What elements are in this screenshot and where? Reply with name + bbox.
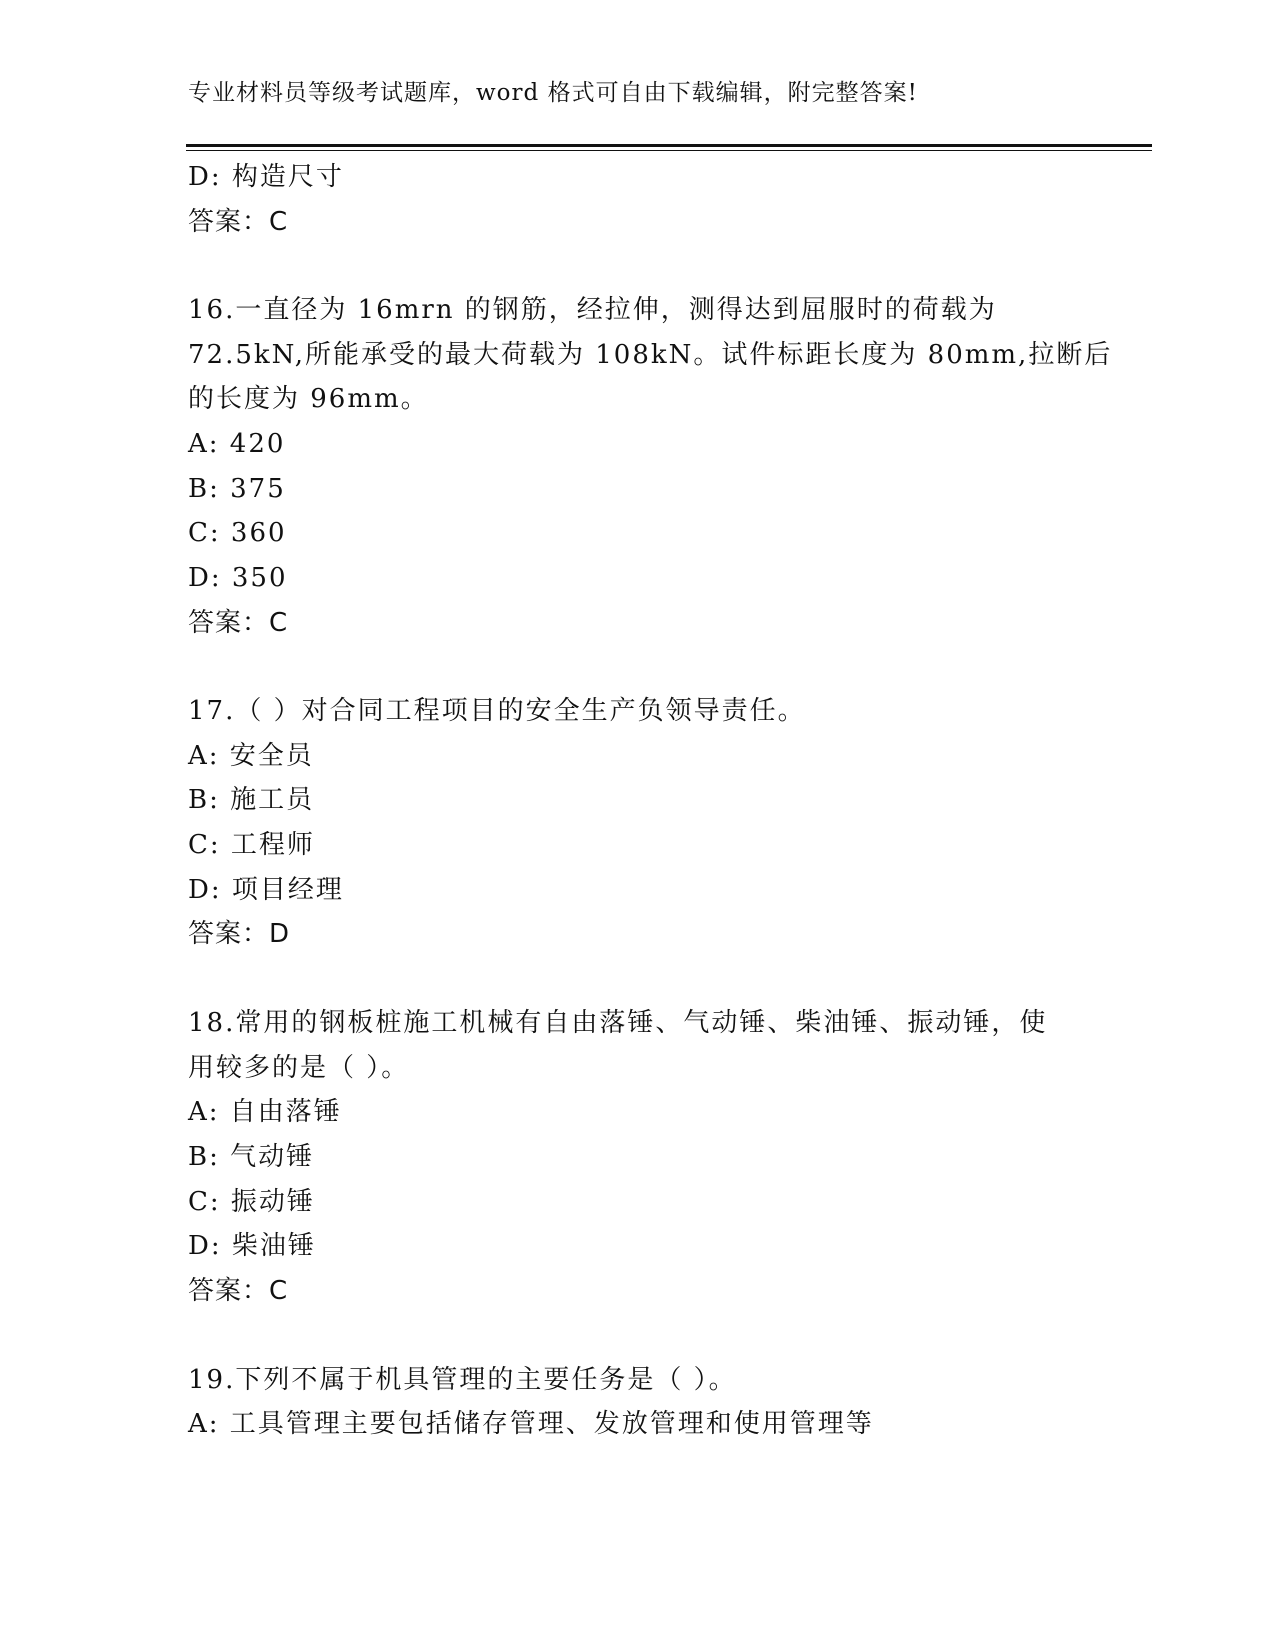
prev-option-d: D: 构造尺寸 [188,162,344,192]
q18-answer: 答案：C [188,1276,289,1306]
q17-option-c: C: 工程师 [188,830,315,860]
q16-stem-line2: 72.5kN,所能承受的最大荷载为 108kN。试件标距长度为 80mm,拉断后 [188,340,1113,370]
q16-answer: 答案：C [188,608,289,638]
q17-option-a: A: 安全员 [188,741,314,771]
q16-option-b: B: 375 [188,474,286,504]
q18-option-c: C: 振动锤 [188,1187,315,1217]
q16-option-a: A: 420 [188,429,286,459]
q16-option-d: D: 350 [188,563,288,593]
header-rule-thin [186,150,1152,151]
q17-answer: 答案：D [188,919,291,949]
q19-option-a: A: 工具管理主要包括储存管理、发放管理和使用管理等 [188,1409,874,1439]
q17-option-d: D: 项目经理 [188,875,344,905]
q16-stem-line1: 16.一直径为 16mrn 的钢筋，经拉伸，测得达到屈服时的荷载为 [188,295,997,325]
q19-stem-line1: 19.下列不属于机具管理的主要任务是（ ）。 [188,1365,737,1395]
page-header: 专业材料员等级考试题库，word 格式可自由下载编辑，附完整答案! [188,80,918,106]
q17-option-b: B: 施工员 [188,785,315,815]
q18-stem-line2: 用较多的是（ ）。 [188,1053,410,1083]
q18-option-b: B: 气动锤 [188,1142,315,1172]
q17-stem-line1: 17.（ ）对合同工程项目的安全生产负领导责任。 [188,696,806,726]
prev-answer: 答案：C [188,207,289,237]
header-rule-thick [186,144,1152,147]
q18-stem-line1: 18.常用的钢板桩施工机械有自由落锤、气动锤、柴油锤、振动锤，使 [188,1008,1048,1038]
q18-option-d: D: 柴油锤 [188,1231,316,1261]
q18-option-a: A: 自由落锤 [188,1097,342,1127]
q16-stem-line3: 的长度为 96mm。 [188,384,429,414]
q16-option-c: C: 360 [188,518,287,548]
